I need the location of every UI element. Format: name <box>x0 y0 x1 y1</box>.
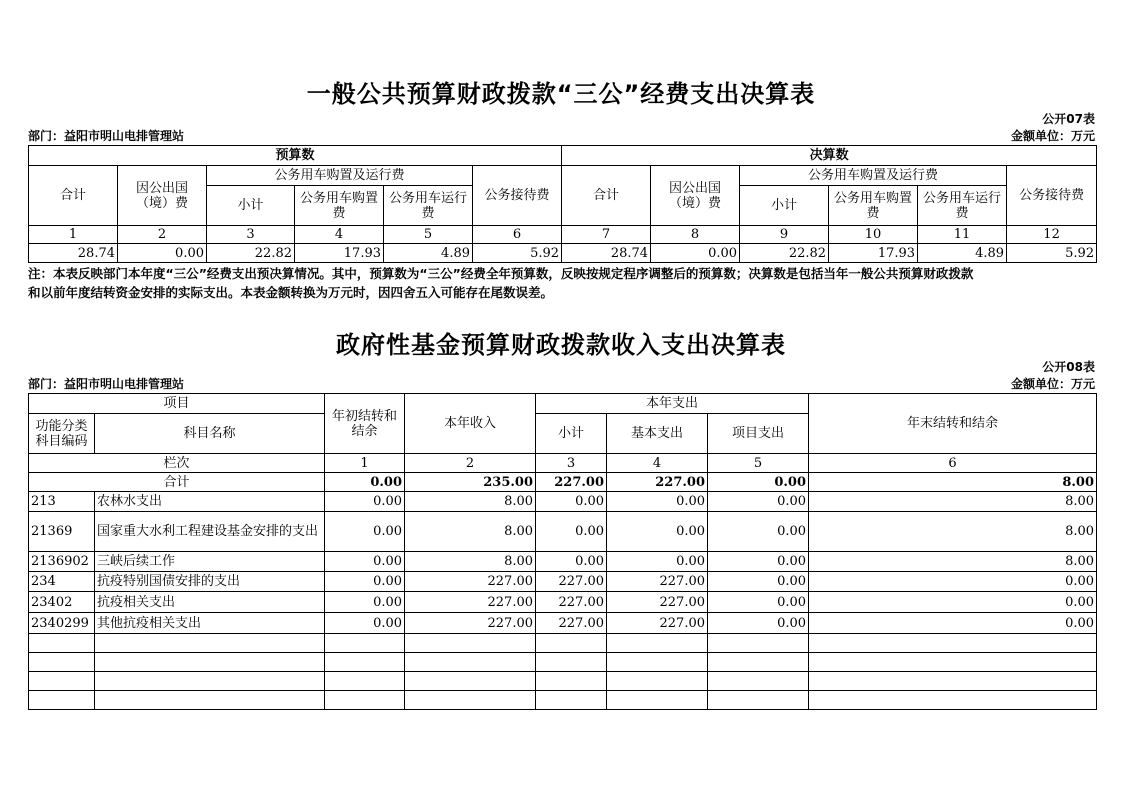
amount-cell: 0.00 <box>607 512 708 552</box>
table1-note <box>28 264 1098 302</box>
column-number: 11 <box>918 226 1007 244</box>
income-header: 本年收入 <box>405 394 536 454</box>
amount-cell: 0.00 <box>536 512 607 552</box>
amount-cell: 8.00 <box>405 512 536 552</box>
total-value: 227.00 <box>536 473 607 492</box>
subject-name: 三峡后续工作 <box>95 552 325 572</box>
budget-header: 预算数 <box>29 146 562 166</box>
column-number: 1 <box>29 226 118 244</box>
note-line-1: 注：本表反映部门本年度“三公”经费支出预决算情况。其中，预算数为“三公”经费全年预算数，反映按规定程序调整后的预算数；决算数是包括当年一般公共预算财政拨款 <box>28 266 974 281</box>
subject-name-header: 科目名称 <box>95 414 325 454</box>
subject-name: 国家重大水利工程建设基金安排的支出 <box>95 512 325 552</box>
amount-cell: 227.00 <box>536 572 607 592</box>
amount-cell: 227.00 <box>607 592 708 613</box>
project-expense-header: 项目支出 <box>708 414 809 454</box>
empty-row <box>29 634 1097 653</box>
amount-cell: 8.00 <box>809 552 1097 572</box>
amount-cell: 227.00 <box>405 613 536 634</box>
value-cell: 0.00 <box>118 244 207 263</box>
column-number: 9 <box>740 226 829 244</box>
item-header: 项目 <box>29 394 325 414</box>
value-row <box>29 244 1097 263</box>
amount-cell: 0.00 <box>325 572 405 592</box>
final-reception-header: 公务接待费 <box>1007 166 1097 226</box>
column-number: 1 <box>325 454 405 473</box>
column-number-row <box>29 226 1097 244</box>
table-row <box>29 552 1097 572</box>
table2-unit: 金额单位：万元 <box>1010 377 1095 391</box>
table-row <box>29 613 1097 634</box>
subject-name: 农林水支出 <box>95 492 325 512</box>
amount-cell: 227.00 <box>607 572 708 592</box>
table-row <box>29 492 1097 512</box>
total-value: 0.00 <box>325 473 405 492</box>
table2-code: 公开08表 <box>1042 360 1095 374</box>
budget-purchase-header: 公务用车购置费 <box>295 186 384 226</box>
amount-cell: 0.00 <box>809 572 1097 592</box>
amount-cell: 227.00 <box>405 592 536 613</box>
final-header: 决算数 <box>562 146 1097 166</box>
column-number: 3 <box>207 226 295 244</box>
begin-balance-header: 年初结转和结余 <box>325 394 405 454</box>
total-value: 235.00 <box>405 473 536 492</box>
amount-cell: 8.00 <box>809 512 1097 552</box>
subject-code: 21369 <box>29 512 95 552</box>
subject-code: 2136902 <box>29 552 95 572</box>
government-fund-table <box>28 393 1097 710</box>
amount-cell: 0.00 <box>708 552 809 572</box>
value-cell: 28.74 <box>29 244 118 263</box>
amount-cell: 227.00 <box>536 613 607 634</box>
amount-cell: 0.00 <box>607 492 708 512</box>
empty-row <box>29 653 1097 672</box>
value-cell: 5.92 <box>1007 244 1097 263</box>
empty-row <box>29 672 1097 691</box>
amount-cell: 0.00 <box>809 592 1097 613</box>
column-number: 7 <box>562 226 651 244</box>
value-cell: 28.74 <box>562 244 651 263</box>
table2-department: 部门：益阳市明山电排管理站 <box>28 377 185 391</box>
budget-vehicle-header: 公务用车购置及运行费 <box>207 166 473 186</box>
amount-cell: 0.00 <box>325 512 405 552</box>
budget-reception-header: 公务接待费 <box>473 166 562 226</box>
total-value: 8.00 <box>809 473 1097 492</box>
amount-cell: 0.00 <box>708 512 809 552</box>
final-operate-header: 公务用车运行费 <box>918 186 1007 226</box>
column-number: 12 <box>1007 226 1097 244</box>
row-index-label: 栏次 <box>29 454 325 473</box>
amount-cell: 227.00 <box>607 613 708 634</box>
amount-cell: 0.00 <box>536 552 607 572</box>
three-public-expenses-table <box>28 145 1097 263</box>
budget-subtotal-header: 小计 <box>207 186 295 226</box>
column-number: 2 <box>118 226 207 244</box>
subject-code: 213 <box>29 492 95 512</box>
amount-cell: 8.00 <box>405 552 536 572</box>
table2-title: 政府性基金预算财政拨款收入支出决算表 <box>336 331 786 359</box>
expense-header: 本年支出 <box>536 394 809 414</box>
subject-name: 抗疫特别国债安排的支出 <box>95 572 325 592</box>
amount-cell: 227.00 <box>405 572 536 592</box>
final-total-header: 合计 <box>562 166 651 226</box>
column-number: 2 <box>405 454 536 473</box>
column-number: 5 <box>708 454 809 473</box>
subject-code: 2340299 <box>29 613 95 634</box>
value-cell: 22.82 <box>740 244 829 263</box>
amount-cell: 0.00 <box>708 572 809 592</box>
value-cell: 5.92 <box>473 244 562 263</box>
end-balance-header: 年末结转和结余 <box>809 394 1097 454</box>
amount-cell: 0.00 <box>325 552 405 572</box>
budget-abroad-header: 因公出国（境）费 <box>118 166 207 226</box>
budget-operate-header: 公务用车运行费 <box>384 186 473 226</box>
budget-total-header: 合计 <box>29 166 118 226</box>
value-cell: 22.82 <box>207 244 295 263</box>
subject-code: 234 <box>29 572 95 592</box>
function-code-header: 功能分类科目编码 <box>29 414 95 454</box>
value-cell: 0.00 <box>651 244 740 263</box>
amount-cell: 0.00 <box>325 492 405 512</box>
amount-cell: 0.00 <box>708 613 809 634</box>
empty-row <box>29 691 1097 710</box>
note-line-2: 和以前年度结转资金安排的实际支出。本表金额转换为万元时，因四舍五入可能存在尾数误差。 <box>28 285 554 300</box>
amount-cell: 0.00 <box>325 592 405 613</box>
amount-cell: 8.00 <box>405 492 536 512</box>
amount-cell: 227.00 <box>536 592 607 613</box>
table1-code: 公开07表 <box>1042 112 1095 126</box>
column-index-row <box>29 454 1097 473</box>
value-cell: 4.89 <box>918 244 1007 263</box>
table-row <box>29 592 1097 613</box>
final-vehicle-header: 公务用车购置及运行费 <box>740 166 1007 186</box>
amount-cell: 0.00 <box>607 552 708 572</box>
final-purchase-header: 公务用车购置费 <box>829 186 918 226</box>
table1-department: 部门：益阳市明山电排管理站 <box>28 129 185 143</box>
column-number: 3 <box>536 454 607 473</box>
total-value: 0.00 <box>708 473 809 492</box>
value-cell: 4.89 <box>384 244 473 263</box>
table-row <box>29 512 1097 552</box>
table1-unit: 金额单位：万元 <box>1010 129 1095 143</box>
column-number: 10 <box>829 226 918 244</box>
final-abroad-header: 因公出国（境）费 <box>651 166 740 226</box>
subject-code: 23402 <box>29 592 95 613</box>
subject-name: 抗疫相关支出 <box>95 592 325 613</box>
subject-name: 其他抗疫相关支出 <box>95 613 325 634</box>
table-row <box>29 572 1097 592</box>
amount-cell: 0.00 <box>708 592 809 613</box>
column-number: 5 <box>384 226 473 244</box>
total-value: 227.00 <box>607 473 708 492</box>
value-cell: 17.93 <box>295 244 384 263</box>
total-row <box>29 473 1097 492</box>
column-number: 6 <box>473 226 562 244</box>
column-number: 4 <box>607 454 708 473</box>
column-number: 8 <box>651 226 740 244</box>
total-label: 合计 <box>29 473 325 492</box>
column-number: 6 <box>809 454 1097 473</box>
amount-cell: 0.00 <box>536 492 607 512</box>
final-subtotal-header: 小计 <box>740 186 829 226</box>
table1-title: 一般公共预算财政拨款“三公”经费支出决算表 <box>306 80 816 108</box>
amount-cell: 0.00 <box>325 613 405 634</box>
amount-cell: 0.00 <box>708 492 809 512</box>
basic-expense-header: 基本支出 <box>607 414 708 454</box>
column-number: 4 <box>295 226 384 244</box>
amount-cell: 0.00 <box>809 613 1097 634</box>
amount-cell: 8.00 <box>809 492 1097 512</box>
value-cell: 17.93 <box>829 244 918 263</box>
expense-subtotal-header: 小计 <box>536 414 607 454</box>
